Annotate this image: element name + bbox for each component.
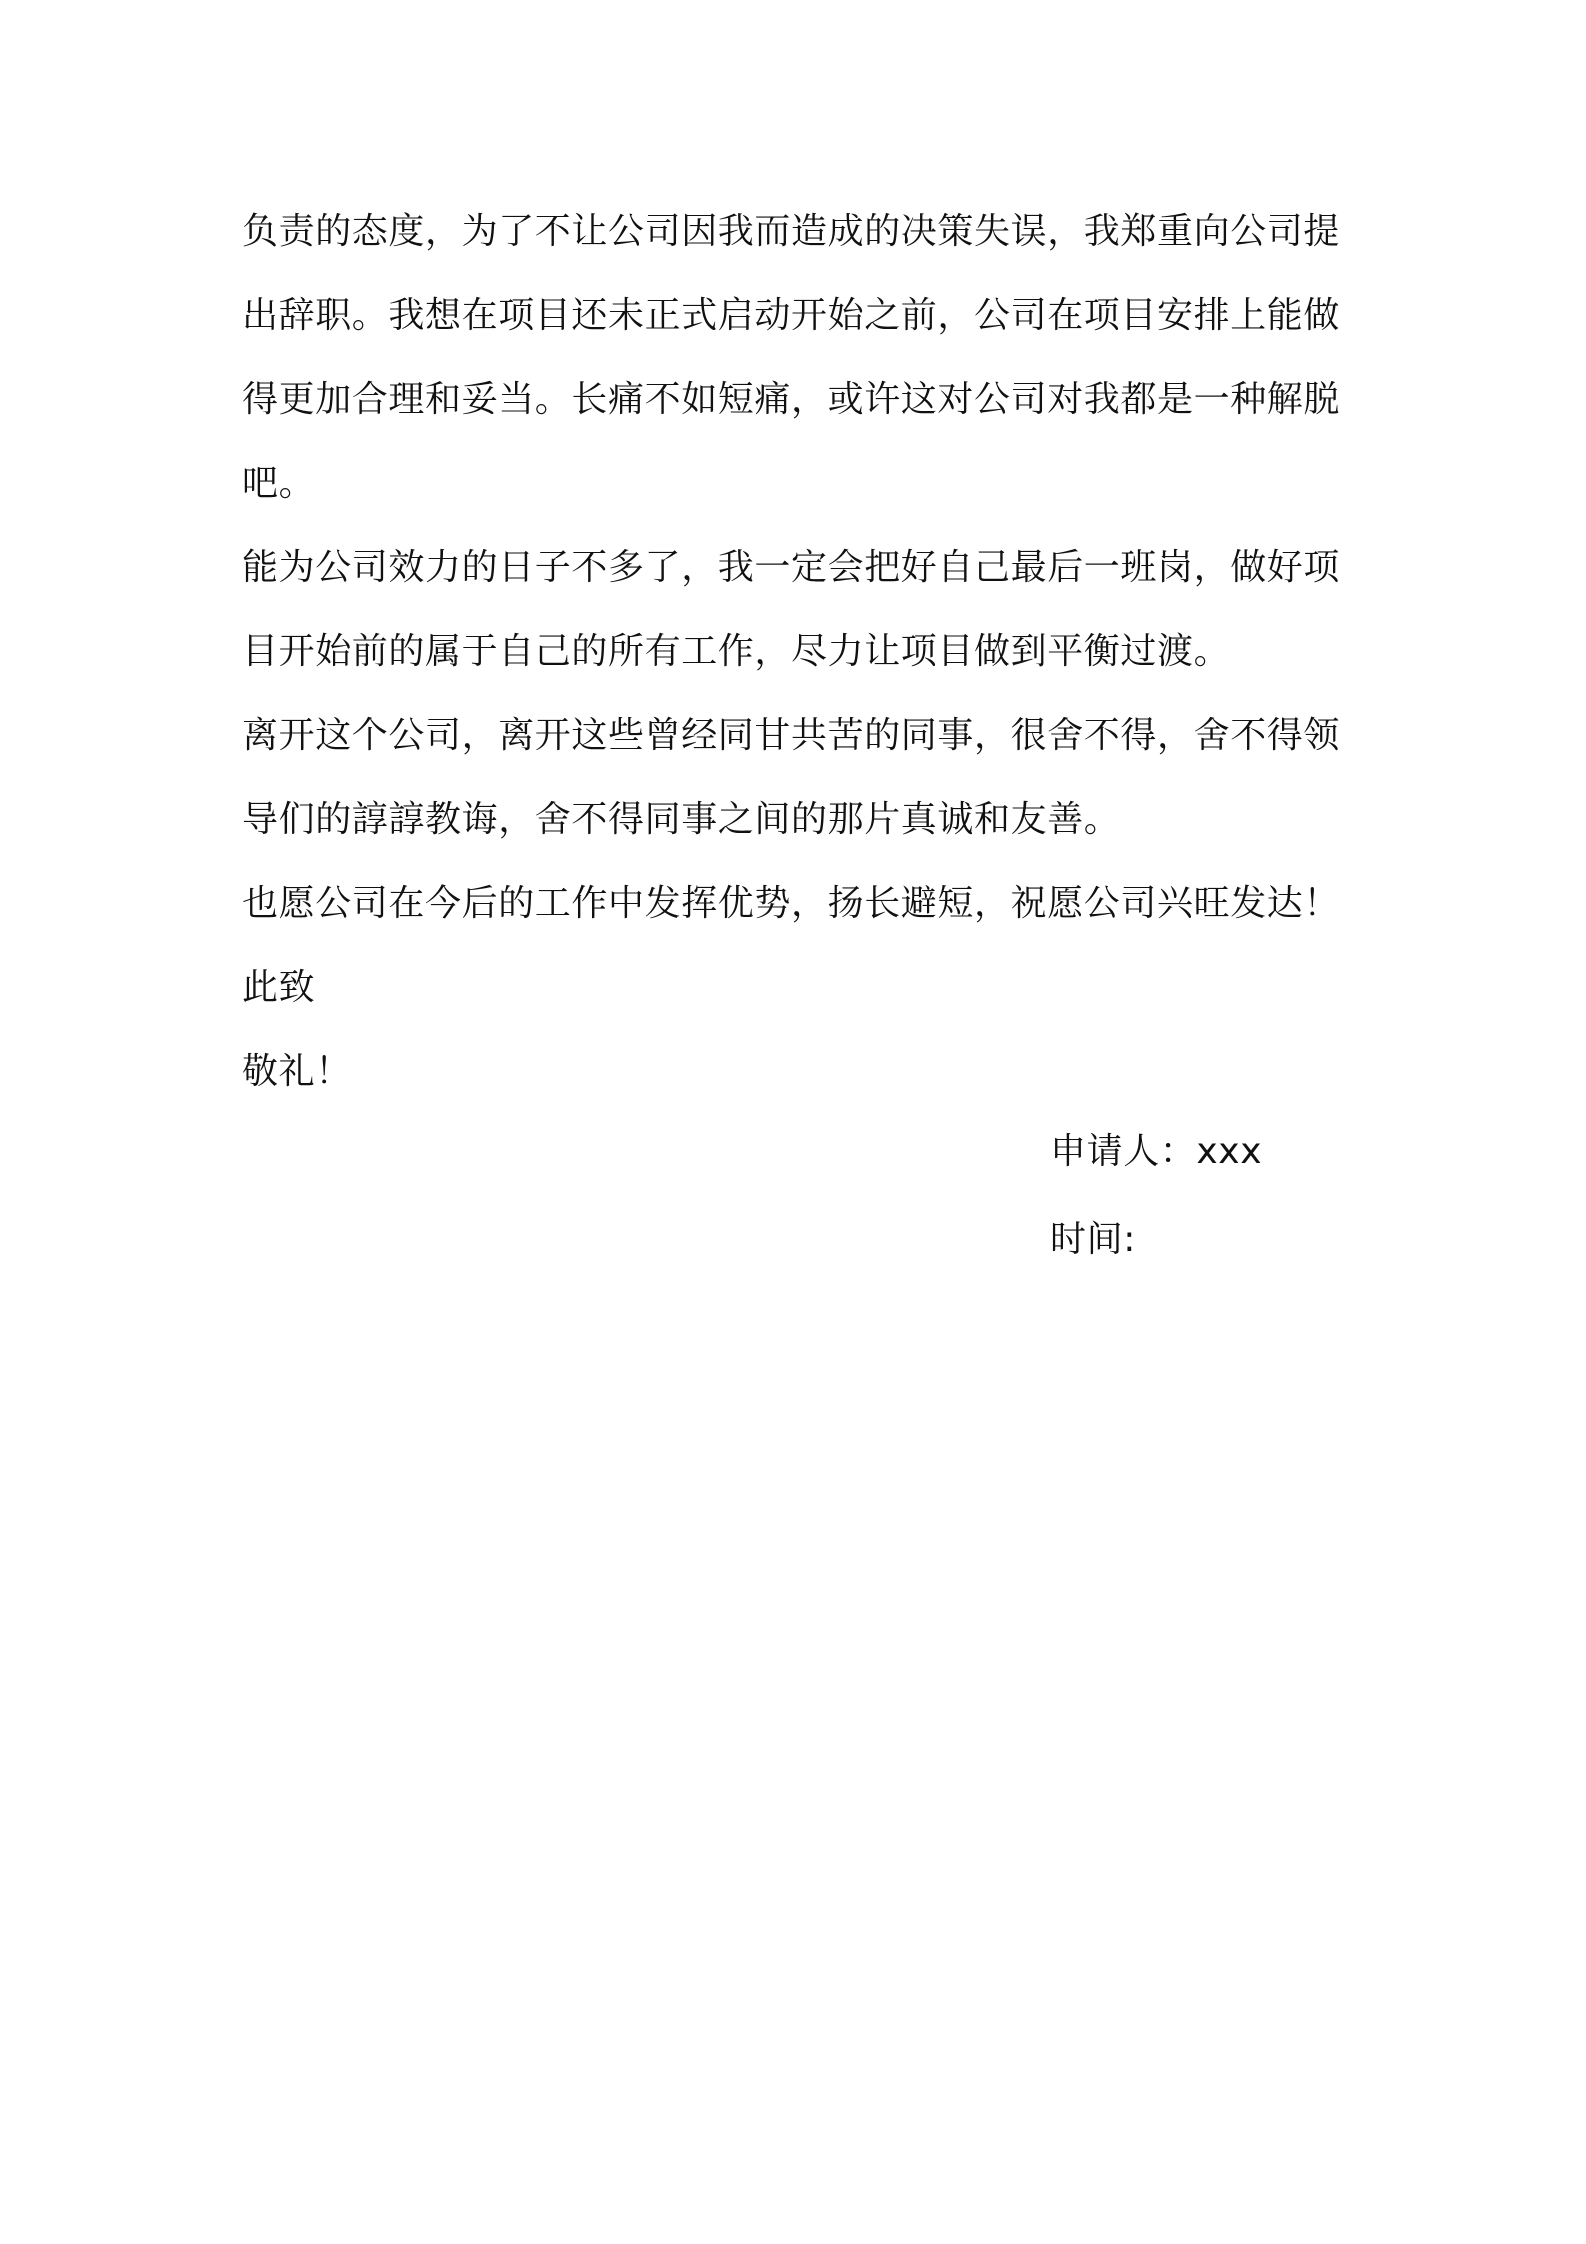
signature-block (1050, 1108, 1450, 1284)
letter-line: 出辞职。我想在项目还未正式启动开始之前，公司在项目安排上能做 (242, 295, 1341, 336)
closing-salutation: 此致 (242, 967, 316, 1008)
letter-line: 负责的态度，为了不让公司因我而造成的决策失误，我郑重向公司提 (242, 211, 1341, 252)
letter-line: 吧。 (242, 463, 316, 504)
letter-line: 导们的諄諄教诲，舍不得同事之间的那片真诚和友善。 (242, 799, 1121, 840)
letter-line: 能为公司效力的日子不多了，我一定会把好自己最后一班岗，做好项 (242, 547, 1341, 588)
letter-line: 也愿公司在今后的工作中发挥优势，扬长避短，祝愿公司兴旺发达！ (242, 883, 1341, 924)
letter-line: 目开始前的属于自己的所有工作，尽力让项目做到平衡过渡。 (242, 631, 1231, 672)
applicant-line: 申请人：xxx (1050, 1131, 1263, 1172)
letter-line: 离开这个公司，离开这些曾经同甘共苦的同事，很舍不得，舍不得领 (242, 715, 1341, 756)
date-line: 时间: (1050, 1219, 1136, 1260)
letter-line: 得更加合理和妥当。长痛不如短痛，或许这对公司对我都是一种解脱 (242, 379, 1341, 420)
letter-body (242, 190, 1362, 1114)
closing-regards: 敬礼！ (242, 1051, 352, 1092)
